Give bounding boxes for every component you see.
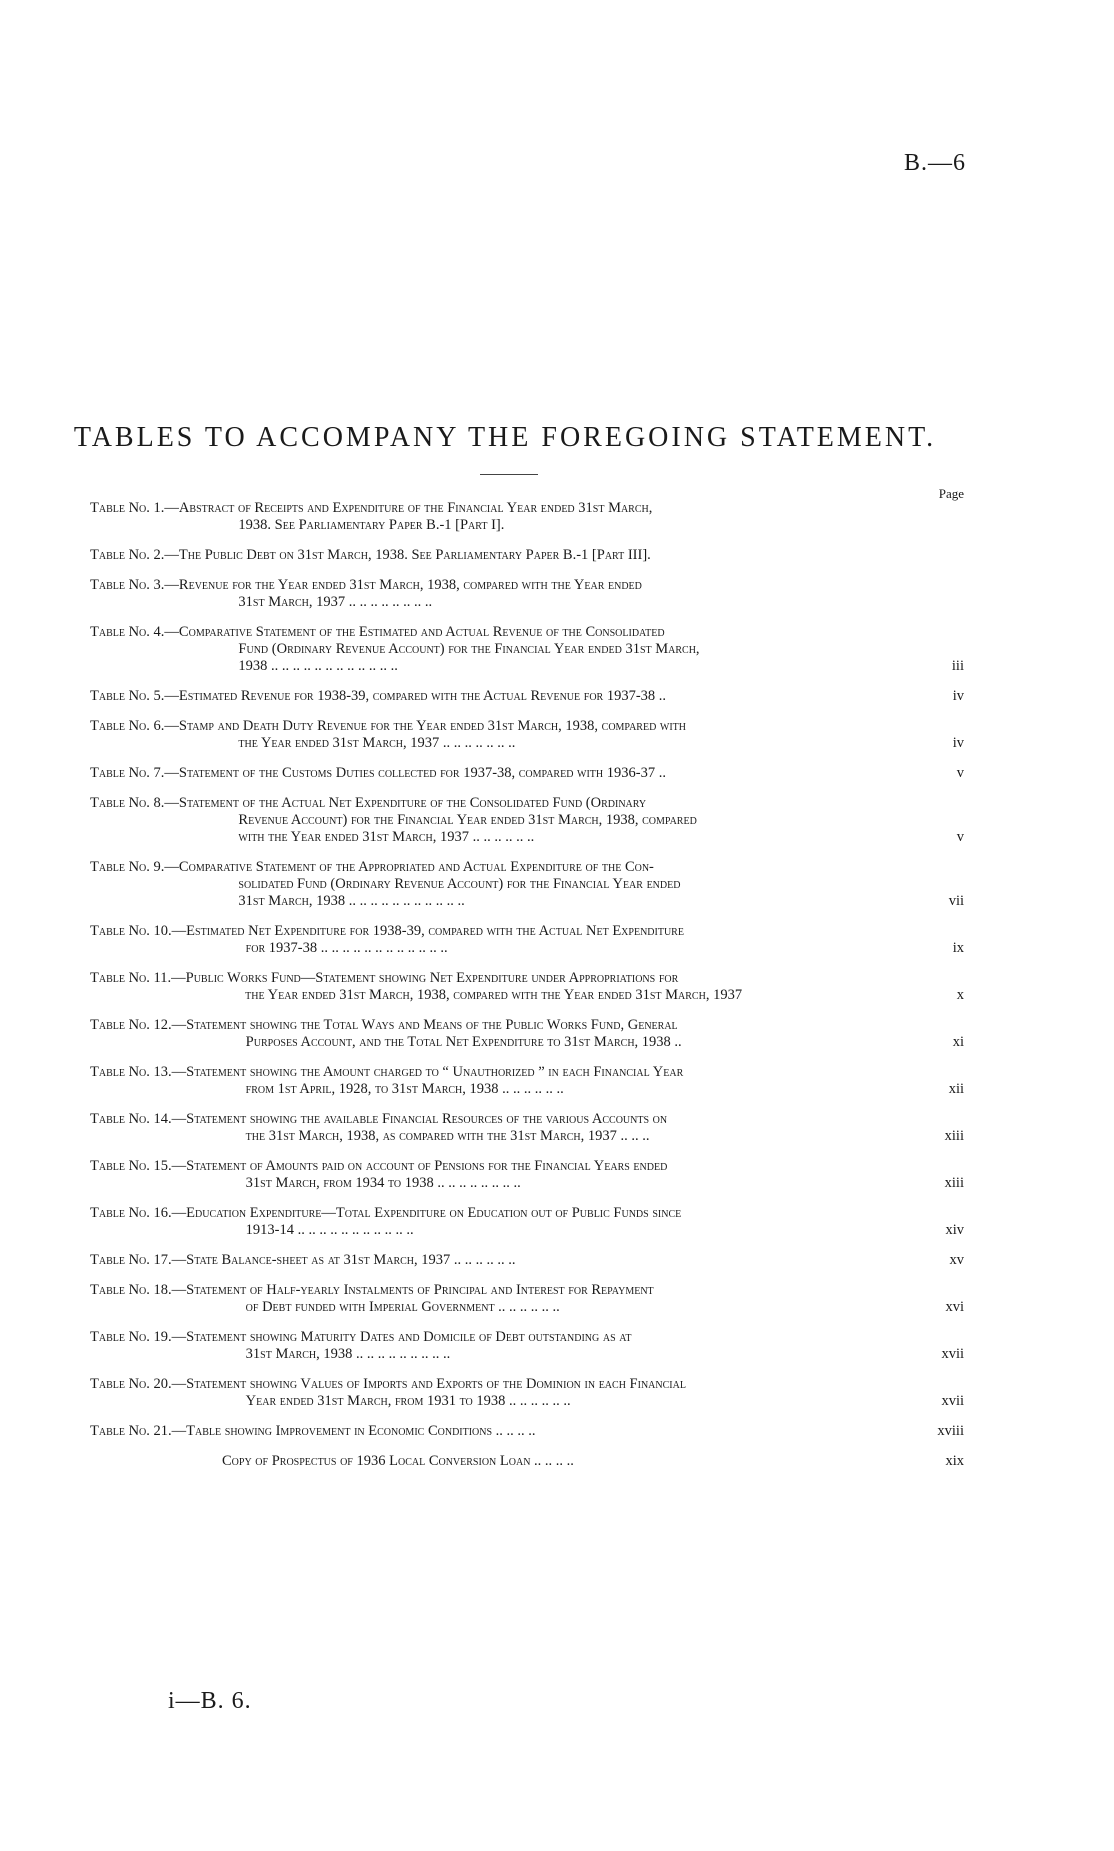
toc-entry-description (172, 1376, 964, 1410)
toc-entry-continuation: 31st March, 1937 .. .. .. .. .. .. .. .. (238, 594, 433, 610)
toc-entry-label: Table No. 21. (90, 1423, 172, 1439)
toc-entry-text: —Table showing Improvement in Economic Conditions .. .. .. .. (171, 1423, 536, 1439)
toc-entry-description (172, 1329, 964, 1363)
toc-entry (90, 718, 964, 752)
toc-entry-label: Table No. 1. (90, 500, 165, 516)
toc-entry-description (172, 1158, 964, 1192)
toc-entry-label: Table No. 11. (90, 970, 172, 986)
toc-entry-continuation: with the Year ended 31st March, 1937 .. .. .. .. .. .. (238, 829, 535, 845)
toc-entry-label: Table No. 8. (90, 795, 165, 811)
title-divider (480, 474, 538, 475)
toc-entry-description (164, 547, 964, 564)
table-of-contents (90, 500, 964, 1483)
toc-entry-description (164, 765, 964, 782)
toc-entry (90, 795, 964, 846)
toc-entry-text: —Statement showing the Amount charged to “ Unauthorized ” in each Financial Year (171, 1064, 684, 1080)
toc-entry-continuation: for 1937-38 .. .. .. .. .. .. .. .. .. .. .. .. (245, 940, 448, 956)
toc-entry-continuation: 31st March, from 1934 to 1938 .. .. .. .. .. .. .. .. (245, 1175, 521, 1191)
toc-entry-continuation: 1913-14 .. .. .. .. .. .. .. .. .. .. .. (245, 1222, 414, 1238)
toc-entry-description (164, 577, 964, 611)
toc-entry-description (172, 923, 964, 957)
toc-entry (90, 1329, 964, 1363)
toc-entry-description (172, 1017, 964, 1051)
toc-entry-page-number: v (956, 765, 964, 781)
toc-entry-text: —Statement of the Actual Net Expenditure of the Consolidated Fund (Ordinary (164, 795, 647, 811)
toc-entry (90, 923, 964, 957)
toc-entry-page-number: iv (952, 735, 964, 751)
toc-entry-description (172, 1205, 964, 1239)
toc-entry-continuation: Fund (Ordinary Revenue Account) for the Financial Year ended 31st March, (238, 641, 700, 657)
toc-entry-continuation: 31st March, 1938 .. .. .. .. .. .. .. .. .. (245, 1346, 451, 1362)
page-column-label: Page (938, 486, 964, 501)
toc-entry (90, 1423, 964, 1440)
toc-entry (90, 1158, 964, 1192)
toc-entry-label: Table No. 12. (90, 1017, 172, 1033)
toc-entry-text: —Statement showing the available Financial Resources of the various Accounts on (171, 1111, 668, 1127)
toc-entry-text: —Education Expenditure—Total Expenditure on Education out of Public Funds since (171, 1205, 682, 1221)
toc-entry-label: Table No. 4. (90, 624, 165, 640)
toc-entry-page-number: xvii (941, 1393, 964, 1409)
toc-entry-description (164, 859, 964, 910)
toc-entry-text: —Revenue for the Year ended 31st March, 1938, compared with the Year ended (164, 577, 642, 593)
toc-entry-continuation: solidated Fund (Ordinary Revenue Account) for the Financial Year ended (238, 876, 681, 892)
document-reference: B.—6 (903, 150, 966, 176)
toc-entry-description (172, 1423, 964, 1440)
toc-entry-text: —Comparative Statement of the Appropriated and Actual Expenditure of the Con- (164, 859, 654, 875)
toc-entry-page-number: ix (952, 940, 964, 956)
toc-entry-continuation: Year ended 31st March, from 1931 to 1938 .. .. .. .. .. .. (245, 1393, 571, 1409)
toc-entry-label: Table No. 16. (90, 1205, 172, 1221)
toc-entry-continuation: 31st March, 1938 .. .. .. .. .. .. .. .. .. .. .. (238, 893, 465, 909)
toc-entry-page-number: xiii (944, 1128, 964, 1144)
toc-entry-page-number: x (956, 987, 964, 1003)
toc-entry-label: Table No. 18. (90, 1282, 172, 1298)
toc-entry-label: Table No. 2. (90, 547, 165, 563)
toc-entry-text: —Statement showing Values of Imports and Exports of the Dominion in each Financial (171, 1376, 686, 1392)
toc-entry-continuation: Purposes Account, and the Total Net Expenditure to 31st March, 1938 .. (245, 1034, 682, 1050)
toc-entry-description (171, 970, 964, 1004)
toc-entry-continuation: 1938 .. .. .. .. .. .. .. .. .. .. .. .. (238, 658, 398, 674)
toc-entry-text: —Statement of Amounts paid on account of Pensions for the Financial Years ended (171, 1158, 668, 1174)
toc-entry-page-number: xii (948, 1081, 964, 1097)
toc-entry-continuation: 1938. See Parliamentary Paper B.-1 [Part I]. (238, 517, 505, 533)
toc-entry-label: Table No. 15. (90, 1158, 172, 1174)
toc-entry-description (164, 795, 964, 846)
toc-entry (90, 688, 964, 705)
toc-entry-text: —Statement of the Customs Duties collected for 1937-38, compared with 1936-37 .. (164, 765, 666, 781)
toc-entry (90, 1282, 964, 1316)
toc-entry-label: Table No. 10. (90, 923, 172, 939)
toc-entry-label: Table No. 7. (90, 765, 165, 781)
toc-entry-page-number: xvi (945, 1299, 964, 1315)
toc-entry-description (164, 718, 964, 752)
toc-entry-page-number: xviii (937, 1423, 964, 1439)
toc-entry-text: —Abstract of Receipts and Expenditure of the Financial Year ended 31st March, (164, 500, 653, 516)
toc-entry-continuation: of Debt funded with Imperial Government .. .. .. .. .. .. (245, 1299, 560, 1315)
toc-entry-page-number: vii (948, 893, 964, 909)
toc-entry-continuation: from 1st April, 1928, to 31st March, 1938 .. .. .. .. .. .. (245, 1081, 564, 1097)
toc-entry (90, 1252, 964, 1269)
toc-entry (90, 547, 964, 564)
toc-entry-page-number: xiv (945, 1222, 964, 1238)
toc-entry-label: Table No. 20. (90, 1376, 172, 1392)
toc-entry-page-number: xiii (944, 1175, 964, 1191)
toc-entry-page-number: iii (951, 658, 964, 674)
toc-entry-label: Table No. 3. (90, 577, 165, 593)
toc-entry-page-number: iv (952, 688, 964, 704)
toc-entry-text: —Statement of Half-yearly Instalments of Principal and Interest for Repayment (171, 1282, 654, 1298)
toc-entry-continuation: the 31st March, 1938, as compared with the 31st March, 1937 .. .. .. (245, 1128, 650, 1144)
footer-reference: i—B. 6. (168, 1688, 252, 1714)
toc-entry-continuation: the Year ended 31st March, 1937 .. .. .. .. .. .. .. (238, 735, 516, 751)
toc-entry-label (90, 1453, 222, 1470)
toc-entry-page-number: v (956, 829, 964, 845)
toc-entry-label: Table No. 17. (90, 1252, 172, 1268)
toc-entry-text: —Statement showing Maturity Dates and Domicile of Debt outstanding as at (171, 1329, 632, 1345)
toc-entry-page-number: xvii (941, 1346, 964, 1362)
page-title: TABLES TO ACCOMPANY THE FOREGOING STATEMENT. (73, 422, 937, 453)
toc-entry (90, 970, 964, 1004)
toc-entry-description (164, 688, 964, 705)
toc-entry (90, 500, 964, 534)
toc-entry (90, 765, 964, 782)
toc-entry (90, 859, 964, 910)
toc-entry-label: Table No. 14. (90, 1111, 172, 1127)
toc-entry (90, 1017, 964, 1051)
toc-entry-page-number: xv (949, 1252, 964, 1268)
toc-entry-label: Table No. 13. (90, 1064, 172, 1080)
toc-entry-description (172, 1252, 964, 1269)
toc-entry-text: —Statement showing the Total Ways and Means of the Public Works Fund, General (171, 1017, 678, 1033)
toc-entry-page-number: xi (952, 1034, 964, 1050)
toc-entry-text: —The Public Debt on 31st March, 1938. See Parliamentary Paper B.-1 [Part III]. (164, 547, 651, 563)
toc-entry (90, 1453, 964, 1470)
toc-entry-text: —State Balance-sheet as at 31st March, 1937 .. .. .. .. .. .. (171, 1252, 516, 1268)
toc-entry-description (222, 1453, 964, 1470)
toc-entry-text: —Estimated Revenue for 1938-39, compared with the Actual Revenue for 1937-38 .. (164, 688, 667, 704)
toc-entry-continuation: Revenue Account) for the Financial Year ended 31st March, 1938, compared (238, 812, 697, 828)
toc-entry-text: —Public Works Fund—Statement showing Net Expenditure under Appropriations for (171, 970, 679, 986)
toc-entry (90, 1064, 964, 1098)
toc-entry-page-number: xix (945, 1453, 964, 1469)
toc-entry-text: —Stamp and Death Duty Revenue for the Year ended 31st March, 1938, compared with (164, 718, 687, 734)
toc-entry-text: —Estimated Net Expenditure for 1938-39, compared with the Actual Net Expenditure (171, 923, 684, 939)
toc-entry (90, 1205, 964, 1239)
toc-entry (90, 577, 964, 611)
toc-entry-description (164, 624, 964, 675)
toc-entry-label: Table No. 5. (90, 688, 165, 704)
toc-entry (90, 624, 964, 675)
toc-entry-label: Table No. 9. (90, 859, 165, 875)
toc-entry-label: Table No. 6. (90, 718, 165, 734)
toc-entry (90, 1111, 964, 1145)
toc-entry-description (164, 500, 964, 534)
toc-entry-continuation: the Year ended 31st March, 1938, compared with the Year ended 31st March, 1937 (245, 987, 743, 1003)
toc-entry-description (172, 1064, 964, 1098)
toc-entry (90, 1376, 964, 1410)
toc-entry-label: Table No. 19. (90, 1329, 172, 1345)
toc-entry-text: Copy of Prospectus of 1936 Local Conversion Loan .. .. .. .. (222, 1453, 574, 1469)
toc-entry-description (172, 1282, 964, 1316)
toc-entry-text: —Comparative Statement of the Estimated and Actual Revenue of the Consolidated (164, 624, 665, 640)
toc-entry-description (172, 1111, 964, 1145)
